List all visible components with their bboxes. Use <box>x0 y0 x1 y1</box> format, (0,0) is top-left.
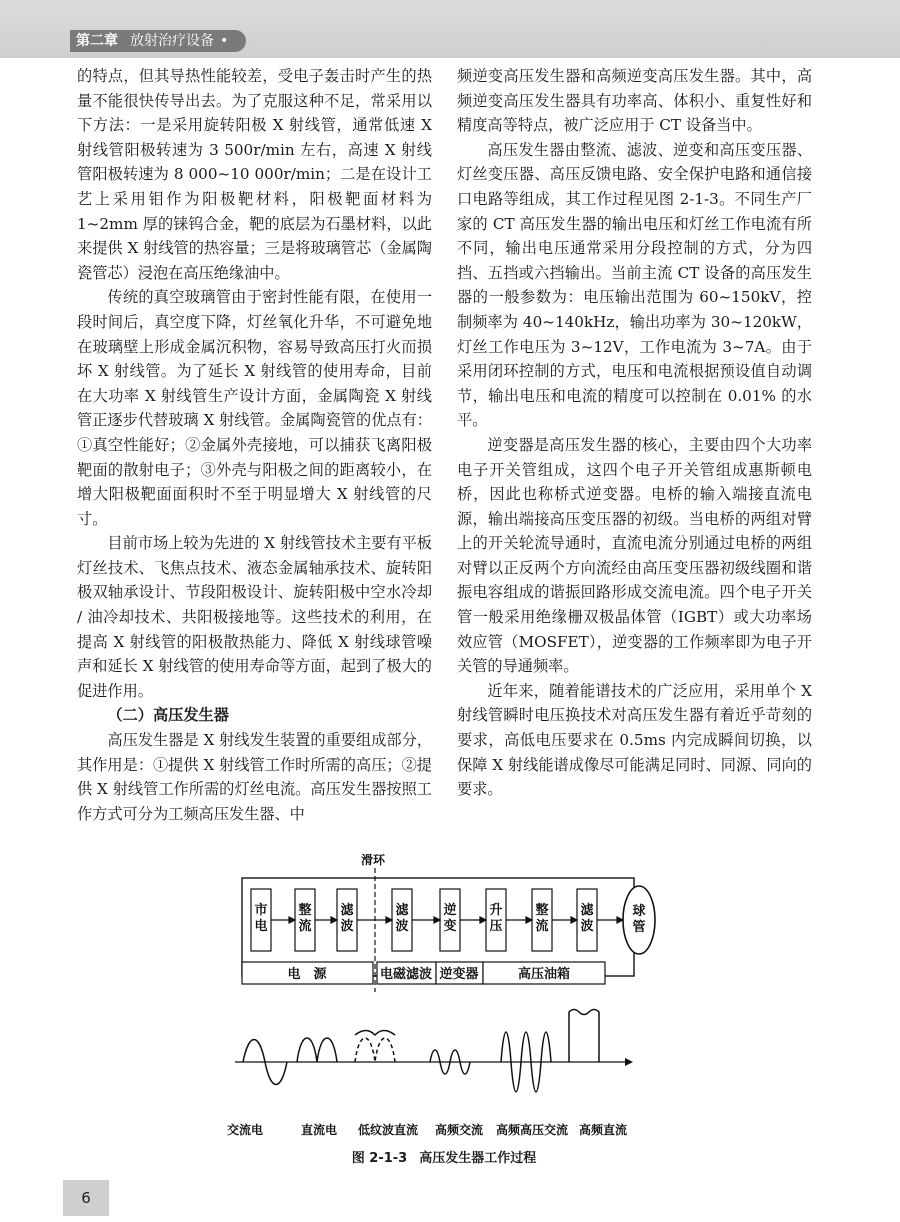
wave-label-low-ripple: 低纹波直流 <box>357 1123 419 1137</box>
block-char: 压 <box>489 919 503 934</box>
wave-label-hf-ac: 高频交流 <box>434 1123 484 1137</box>
block-char: 市 <box>254 903 268 918</box>
block-char: 波 <box>395 919 409 934</box>
bullet-icon: • <box>220 33 229 49</box>
block-char: 逆 <box>443 903 457 918</box>
block-char: 球 <box>632 904 646 919</box>
group-emi-filter: 电磁滤波 <box>379 967 433 982</box>
section-heading: （二）高压发生器 <box>107 706 229 725</box>
paragraph: 逆变器是高压发生器的核心，主要由四个大功率电子开关管组成，这四个电子开关管组成惠斯顿电桥，因此也称桥式逆变器。电桥的输入端接直流电源，输出端接高压变压器的初级。当电桥的两组对臂上的开关轮流导通时，直流电流分别通过电桥的两组对臂以正反两个方向流经由高压变压器初级线圈和谐振电容组成的谐振回路形成交流电流。四个电子开关管一般采用绝缘栅双极晶体管（IGBT）或大功率场效应管（MOSFET），逆变器的工作频率即为电子开关管的导通频率。 <box>457 435 812 676</box>
caption-number: 图 2-1-3 <box>351 1151 408 1166</box>
block-char: 波 <box>580 919 594 934</box>
wave-low-ripple-dashed <box>355 1038 395 1062</box>
caption-title: 高压发生器工作过程 <box>419 1151 537 1166</box>
wave-label-dc: 直流电 <box>300 1123 338 1137</box>
block-char: 滤 <box>340 903 354 918</box>
right-column <box>457 64 812 802</box>
block-char: 变 <box>443 919 457 934</box>
left-column <box>77 64 432 826</box>
figure-generator-process <box>225 852 675 1142</box>
block-char: 流 <box>535 919 549 934</box>
slip-ring-label: 滑环 <box>360 853 386 867</box>
block-char: 波 <box>340 919 354 934</box>
block-char: 升 <box>489 903 503 918</box>
group-power: 电 源 <box>287 967 327 982</box>
group-row <box>242 962 605 984</box>
paragraph: 传统的真空玻璃管由于密封性能有限，在使用一段时间后，真空度下降，灯丝氧化升华，不可避免地在玻璃壁上形成金属沉积物，容易导致高压打火而损坏 X 射线管。为了延长 X 射线管的使用寿命，目前在大功率 X 射线管生产设计方面，金属陶瓷 X 射线管正逐步代替玻璃 X 射线管。金属陶瓷管的优点有：①真空性能好；②金属外壳接地，可以捕获飞离阳极靶面的散射电子；③外壳与阳极之间的距离较小，在增大阳极靶面面积时不至于明显增大 X 射线管的尺寸。 <box>77 288 432 528</box>
block-char: 电 <box>254 919 268 934</box>
block-char: 滤 <box>580 903 594 918</box>
paragraph: 近年来，随着能谱技术的广泛应用，采用单个 X 射线管瞬时电压换技术对高压发生器有着近乎苛刻的要求，高低电压要求在 0.5ms 内完成瞬间切换，以保障 X 射线能谱成像尽可能满足同时、同源、同向的要求。 <box>457 681 812 799</box>
wave-hf-dc <box>569 1010 599 1063</box>
wave-label-hf-dc: 高频直流 <box>578 1123 628 1137</box>
waveforms <box>243 1010 599 1093</box>
chapter-title: 放射治疗设备 <box>130 33 214 49</box>
block-row <box>251 886 655 954</box>
block-char: 整 <box>535 903 549 918</box>
block-char: 流 <box>298 919 312 934</box>
paragraph: 的特点，但其导热性能较差，受电子轰击时产生的热量不能很快传导出去。为了克服这种不足，常采用以下方法：一是采用旋转阳极 X 射线管，通常低速 X 射线管阳极转速为 3 500r/min 左右，高速 X 射线管阳极转速为 8 000~10 000r/min；二是在设计工艺上采用钼作为阳极靶材料，阳极靶面材料为 1~2mm 厚的铼钨合金，靶的底层为石墨材料，以此来提供 X 射线管的热容量；三是将玻璃管芯（金属陶瓷管芯）浸泡在高压绝缘油中。 <box>77 67 432 282</box>
block-char: 整 <box>298 903 312 918</box>
figure-caption <box>0 1147 900 1166</box>
block-char: 滤 <box>395 903 409 918</box>
paragraph: 高压发生器是 X 射线发生装置的重要组成部分，其作用是：①提供 X 射线管工作时所需的高压；②提供 X 射线管工作所需的灯丝电流。高压发生器按照工作方式可分为工频高压发生器、中 <box>77 731 432 823</box>
group-inverter: 逆变器 <box>439 967 479 982</box>
chapter-header <box>70 30 246 52</box>
axis-arrow-icon <box>625 1058 633 1066</box>
group-hv-tank: 高压油箱 <box>517 967 571 982</box>
wave-label-ac: 交流电 <box>226 1123 264 1137</box>
wave-dc-pulsed <box>297 1038 337 1062</box>
wave-low-ripple <box>355 1031 395 1036</box>
figure-diagram <box>225 852 675 1142</box>
block-char: 管 <box>632 920 646 935</box>
page-number: 6 <box>63 1180 109 1216</box>
chapter-number: 第二章 <box>76 33 118 49</box>
paragraph: 高压发生器由整流、滤波、逆变和高压变压器、灯丝变压器、高压反馈电路、安全保护电路和通信接口电路等组成，其工作过程见图 2-1-3。不同生产厂家的 CT 高压发生器的输出电压和灯丝工作电流有所不同，输出电压通常采用分段控制的方式，分为四挡、五挡或六挡输出。当前主流 CT 设备的高压发生器的一般参数为：电压输出范围为 60~150kV，控制频率为 40~140kHz，输出功率为 30~120kW，灯丝工作电压为 3~12V，工作电流为 3~7A。由于采用闭环控制的方式，电压和电流根据预设值自动调节，输出电压和电流的精度可以控制在 0.01% 的水平。 <box>457 140 812 430</box>
paragraph: 目前市场上较为先进的 X 射线管技术主要有平板灯丝技术、飞焦点技术、液态金属轴承技术、旋转阳极双轴承设计、节段阳极设计、旋转阳极中空水冷却 / 油冷却技术、共阳极接地等。这些技术的利用，在提高 X 射线管的阳极散热能力、降低 X 射线球管噪声和延长 X 射线管的使用寿命等方面，起到了极大的促进作用。 <box>77 534 432 700</box>
wave-label-hf-hv-ac: 高频高压交流 <box>495 1123 569 1137</box>
paragraph: 频逆变高压发生器和高频逆变高压发生器。其中，高频逆变高压发生器具有功率高、体积小、重复性好和精度高等特点，被广泛应用于 CT 设备当中。 <box>457 67 812 135</box>
